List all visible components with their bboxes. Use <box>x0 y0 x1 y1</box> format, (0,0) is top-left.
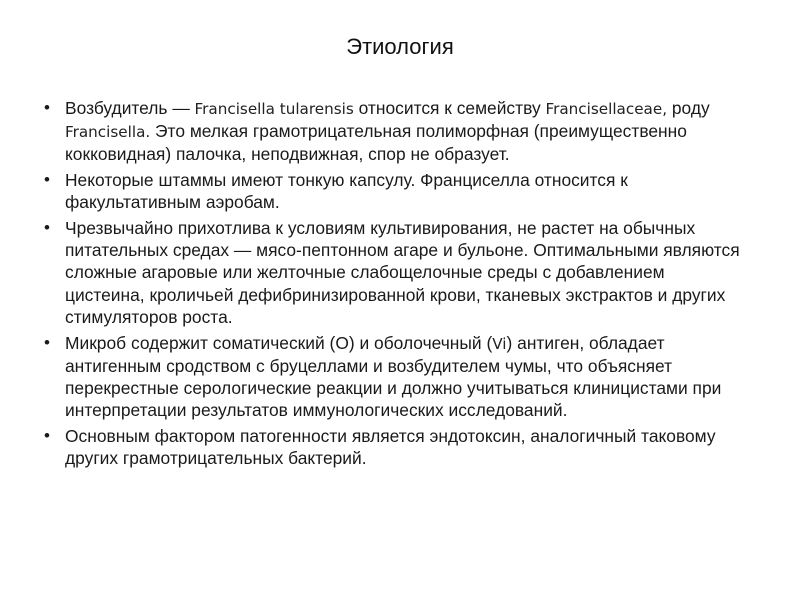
slide-title: Этиология <box>346 34 454 59</box>
bullet-marker: • <box>44 98 50 117</box>
bullet-marker: • <box>44 332 50 352</box>
bullet-text: Чрезвычайно прихотлива к условиям культивирования, не растет на обычных питательных средах — мясо-пептонном агаре и бульоне. Оптимальными являются сложные агаровые или желточные слабощелочные среды с добавлением цистеина, кроличьей дефибринизированной крови, тканевых экстрактов и других стимуляторов роста. <box>65 218 740 327</box>
latin-term: Francisella tularensis <box>194 100 354 118</box>
bullet-text: относится к семейству <box>353 98 546 118</box>
bullet-text: Основным фактором патогенности является эндотоксин, аналогичный таковому других грамотрицательных бактерий. <box>65 425 716 469</box>
bullet-item-pathogen <box>44 97 744 166</box>
bullet-text: Микроб содержит соматический (О) и оболочечный ( <box>65 332 493 353</box>
bullet-text: ) антиген, обладает антигенным сродством с бруцеллами и возбудителем чумы, что объясняет перекрестные серологические реакции и должно учитываться клиницистами при интерпретации результатов иммунологических исследований. <box>65 332 722 421</box>
bullet-marker: • <box>44 170 50 190</box>
latin-term: Vi <box>492 334 507 353</box>
bullet-text: Это мелкая грамотрицательная полиморфная (преимущественно кокковидная) палочка, неподвижная, спор не образует. <box>65 121 687 165</box>
latin-term: Francisellaceae, <box>545 100 668 118</box>
bullet-item-antigens <box>44 332 744 422</box>
latin-term: Francisella. <box>65 123 151 142</box>
bullet-text: роду <box>667 98 710 118</box>
bullet-item-cultivation <box>44 217 744 328</box>
bullet-item-capsule <box>44 169 744 213</box>
bullet-marker: • <box>44 425 50 445</box>
bullet-item-pathogenicity <box>44 425 744 469</box>
bullet-list <box>44 97 744 473</box>
bullet-text: Некоторые штаммы имеют тонкую капсулу. Франциселла относится к факультативным аэробам. <box>65 170 628 213</box>
bullet-text: Возбудитель — <box>65 98 195 118</box>
bullet-marker: • <box>44 218 50 238</box>
